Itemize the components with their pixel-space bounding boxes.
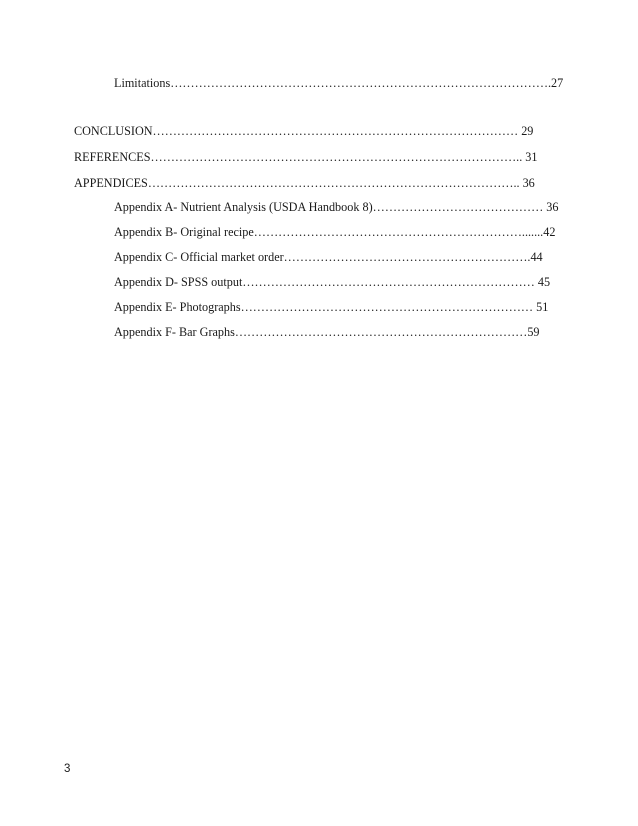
- toc-entry-appendix-d: Appendix D- SPSS output……………………………………………………………… 45: [114, 275, 551, 289]
- toc-entry-limitations: Limitations………………………………………………………………………………….27: [114, 76, 564, 90]
- toc-entry-conclusion: CONCLUSION……………………………………………………………………………… 29: [74, 124, 534, 138]
- toc-entry-appendix-c: Appendix C- Official market order…………………………………………………….44: [114, 250, 543, 264]
- page-number: 3: [64, 763, 71, 775]
- toc-entry-appendix-a: Appendix A- Nutrient Analysis (USDA Handbook 8)…………………………………… 36: [114, 200, 559, 214]
- toc-entry-appendices: APPENDICES……………………………………………………………………………….. 36: [74, 176, 535, 190]
- toc-entry-appendix-f: Appendix F- Bar Graphs………………………………………………………………59: [114, 325, 540, 339]
- toc-entry-appendix-b: Appendix B- Original recipe………………………………………………………….......42: [114, 225, 556, 239]
- toc-entry-references: REFERENCES……………………………………………………………………………….. 31: [74, 150, 538, 164]
- toc-entry-appendix-e: Appendix E- Photographs……………………………………………………………… 51: [114, 300, 549, 314]
